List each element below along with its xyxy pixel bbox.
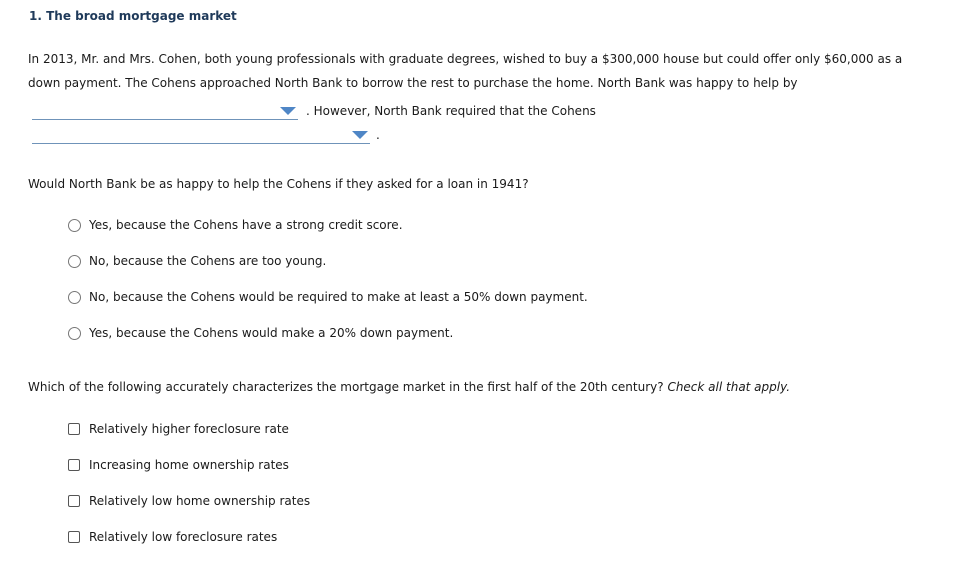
question-2-text: Which of the following accurately characterizes the mortgage market in the first half of the 20th century?	[28, 380, 664, 394]
question-1-text: Would North Bank be as happy to help the Cohens if they asked for a loan in 1941?	[28, 177, 529, 191]
radio-button[interactable]	[68, 291, 81, 304]
checkbox-option-4[interactable]	[68, 529, 277, 545]
checkbox-option-label: Relatively low home ownership rates	[89, 494, 311, 508]
radio-option-label: No, because the Cohens would be required to make at least a 50% down payment.	[89, 290, 588, 304]
radio-button[interactable]	[68, 255, 81, 268]
checkbox[interactable]	[68, 495, 80, 507]
chevron-down-icon	[280, 107, 296, 115]
dropdown-bank-help[interactable]	[32, 101, 298, 120]
checkbox-option-2[interactable]	[68, 457, 289, 473]
checkbox-option-label: Relatively higher foreclosure rate	[89, 422, 289, 436]
radio-button[interactable]	[68, 219, 81, 232]
checkbox-option-label: Relatively low foreclosure rates	[89, 530, 278, 544]
radio-option-label: No, because the Cohens are too young.	[89, 254, 327, 268]
checkbox[interactable]	[68, 531, 80, 543]
radio-option-3[interactable]	[68, 289, 588, 305]
checkbox-option-1[interactable]	[68, 421, 289, 437]
question-2-instruction: Check all that apply.	[667, 380, 791, 394]
radio-option-label: Yes, because the Cohens have a strong credit score.	[89, 218, 403, 232]
paragraph-line-4-period: .	[376, 128, 380, 142]
radio-option-1[interactable]	[68, 217, 403, 233]
section-title: 1. The broad mortgage market	[29, 9, 237, 23]
radio-option-label: Yes, because the Cohens would make a 20% down payment.	[89, 326, 454, 340]
chevron-down-icon	[352, 131, 368, 139]
radio-option-2[interactable]	[68, 253, 326, 269]
paragraph-line-3: . However, North Bank required that the Cohens	[306, 104, 596, 118]
question-2	[28, 380, 790, 394]
radio-option-4[interactable]	[68, 325, 453, 341]
dropdown-bank-requirement[interactable]	[32, 125, 370, 144]
checkbox[interactable]	[68, 423, 80, 435]
paragraph-line-1: In 2013, Mr. and Mrs. Cohen, both young professionals with graduate degrees, wished to buy a $300,000 house but could offer only $60,000 as a	[28, 52, 903, 66]
checkbox-option-label: Increasing home ownership rates	[89, 458, 289, 472]
checkbox[interactable]	[68, 459, 80, 471]
paragraph-line-2: down payment. The Cohens approached North Bank to borrow the rest to purchase the home. North Bank was happy to help by	[28, 76, 798, 90]
radio-button[interactable]	[68, 327, 81, 340]
checkbox-option-3[interactable]	[68, 493, 310, 509]
